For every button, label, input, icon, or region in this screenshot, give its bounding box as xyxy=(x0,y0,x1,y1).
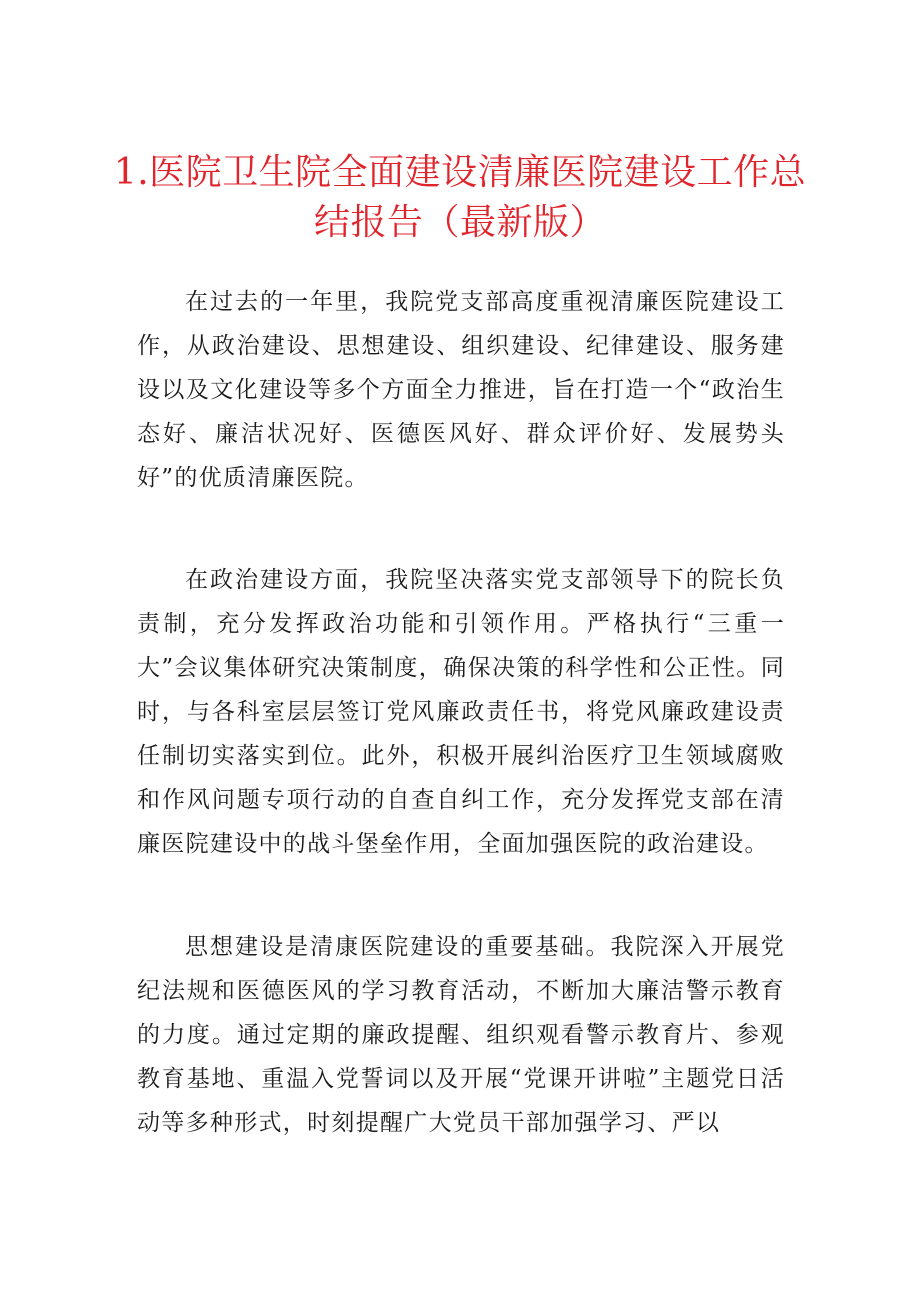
document-title: 1.医院卫生院全面建设清廉医院建设工作总结报告（最新版） xyxy=(113,152,807,243)
paragraph-intro: 在过去的一年里，我院党支部高度重视清廉医院建设工作，从政治建设、思想建设、组织建设、纪律建设、服务建设以及文化建设等多个方面全力推进，旨在打造一个“政治生态好、廉洁状况好、医德医风好、群众评价好、发展势头好”的优质清廉医院。 xyxy=(137,289,785,491)
paragraph-ideological-construction: 思想建设是清康医院建设的重要基础。我院深入开展党纪法规和医德医风的学习教育活动，不断加大廉洁警示教育的力度。通过定期的廉政提醒、组织观看警示教育片、参观教育基地、重温入党誓词以及开展“党课开讲啦”主题党日活动等多种形式，时刻提醒广大党员干部加强学习、严以 xyxy=(137,934,785,1136)
paragraph-political-construction: 在政治建设方面，我院坚决落实党支部领导下的院长负责制，充分发挥政治功能和引领作用。严格执行“三重一大”会议集体研究决策制度，确保决策的科学性和公正性。同时，与各科室层层签订党风廉政责任书，将党风廉政建设责任制切实落实到位。此外，积极开展纠治医疗卫生领域腐败和作风问题专项行动的自查自纠工作，充分发挥党支部在清廉医院建设中的战斗堡垒作用，全面加强医院的政治建设。 xyxy=(137,567,785,857)
